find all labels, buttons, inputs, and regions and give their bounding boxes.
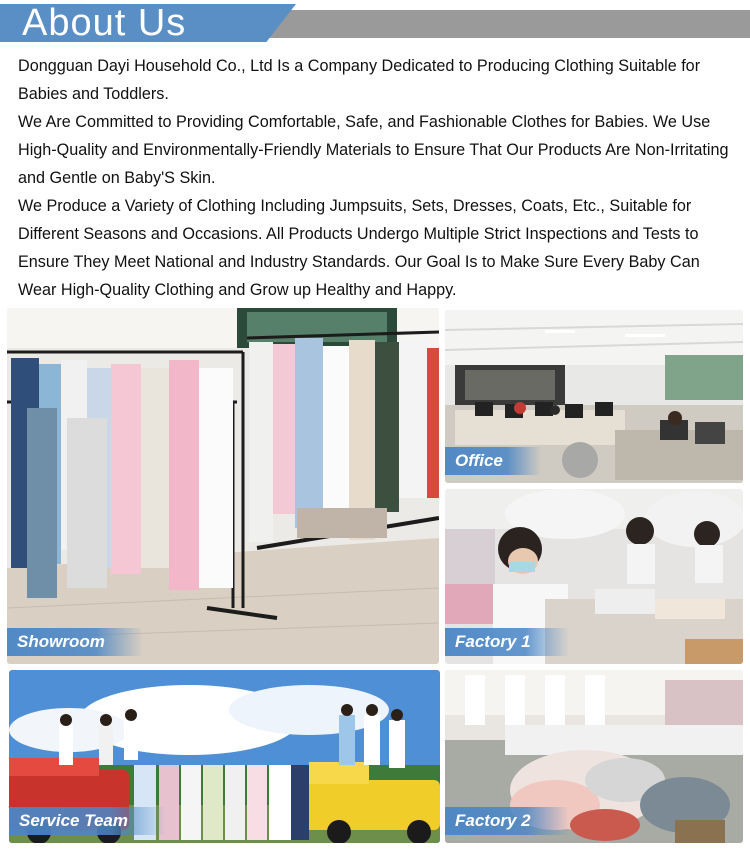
showroom-photo xyxy=(7,308,439,664)
description-paragraph-3: We Produce a Variety of Clothing Including Jumpsuits, Sets, Dresses, Coats, Etc., Suitable for Different Seasons and Occasions. All Products Undergo Multiple Strict Inspections and Tests to Ensure They Meet National and Industry Standards. Our Goal Is to Make Sure Every Baby Can Wear High-Quality Clothing and Grow up Healthy and Happy. xyxy=(18,197,700,299)
factory-1-photo xyxy=(445,489,743,664)
service-team-photo xyxy=(9,670,440,843)
photo-label-showroom: Showroom xyxy=(7,628,143,656)
factory-2-photo xyxy=(445,670,743,843)
photo-label-factory-1: Factory 1 xyxy=(445,628,569,656)
photo-label-service-team: Service Team xyxy=(9,807,166,835)
description-paragraph-2: We Are Committed to Providing Comfortable, Safe, and Fashionable Clothes for Babies. We Use High-Quality and Environmentally-Friendly Materials to Ensure That Our Products Are Non-Irritating and Gentle on Baby'S Skin. xyxy=(18,113,729,187)
about-header xyxy=(0,0,750,46)
page-title: About Us xyxy=(22,2,187,44)
photo-label-factory-2: Factory 2 xyxy=(445,807,569,835)
description-paragraph-1: Dongguan Dayi Household Co., Ltd Is a Company Dedicated to Producing Clothing Suitable for Babies and Toddlers. xyxy=(18,57,701,103)
office-photo xyxy=(445,310,743,483)
photo-label-office: Office xyxy=(445,447,541,475)
showroom-image xyxy=(7,308,439,664)
company-description xyxy=(18,52,730,304)
